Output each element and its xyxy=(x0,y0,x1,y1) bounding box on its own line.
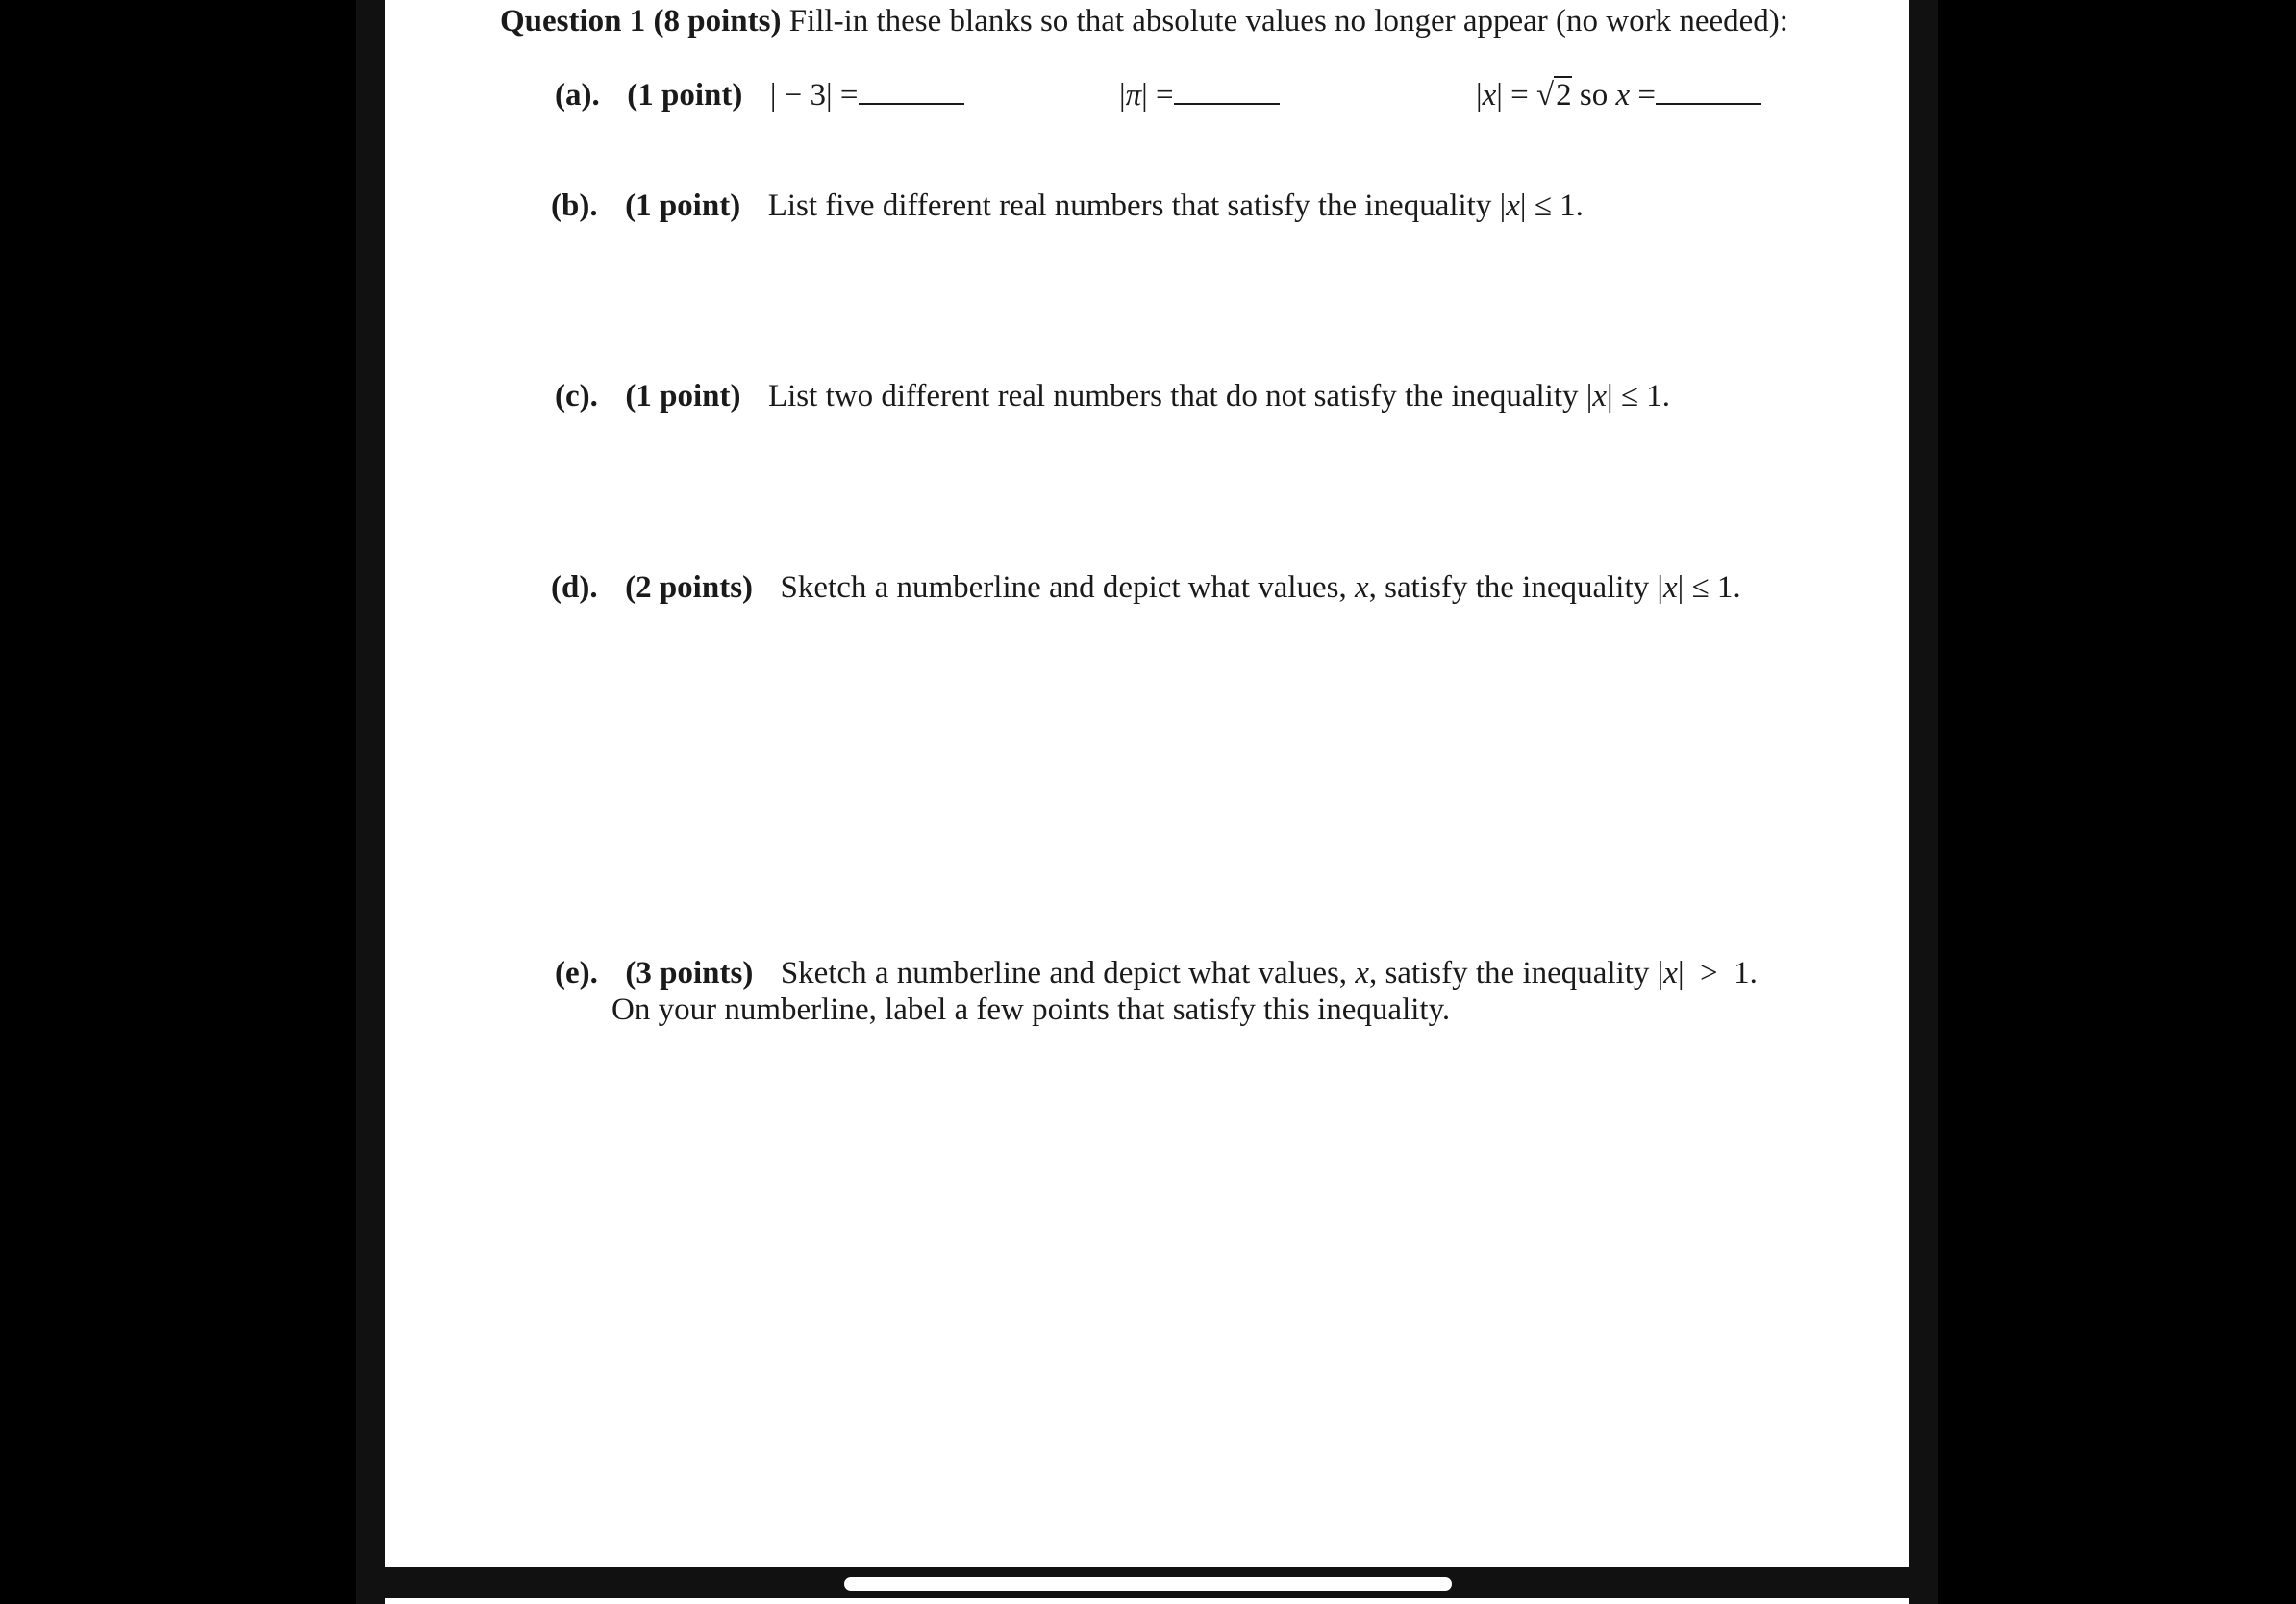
var-x: x xyxy=(1355,956,1369,990)
part-d-label: (d). xyxy=(551,570,598,605)
question-intro: Fill-in these blanks so that absolute values no longer appear (no work needed): xyxy=(788,4,1788,38)
var-x: x xyxy=(1355,570,1369,605)
part-e-line2: On your numberline, label a few points that satisfy this inequality. xyxy=(611,992,1451,1027)
ineq-rest: | ≤ 1. xyxy=(1519,188,1584,223)
part-d xyxy=(551,568,1741,607)
part-b-label: (b). xyxy=(551,188,598,223)
worksheet-page xyxy=(385,0,1909,1567)
part-c-label: (c). xyxy=(555,379,598,414)
part-e-text-post: , satisfy the inequality xyxy=(1368,956,1658,990)
part-d-points: (2 points) xyxy=(625,570,754,605)
part-c xyxy=(555,377,1670,415)
pi-symbol: π xyxy=(1125,78,1142,113)
part-e xyxy=(555,954,1758,992)
part-b-points: (1 point) xyxy=(625,188,741,223)
abs-bar: | xyxy=(1657,956,1664,990)
part-a-points: (1 point) xyxy=(627,78,743,113)
var-x: x xyxy=(1615,78,1631,113)
abs-bar: | xyxy=(1476,78,1483,113)
equals-sign: = xyxy=(1630,78,1656,113)
var-x: x xyxy=(1506,188,1520,223)
part-a-label: (a). xyxy=(555,78,600,113)
part-e-points: (3 points) xyxy=(625,956,754,990)
var-x: x xyxy=(1592,379,1608,414)
part-b xyxy=(551,187,1584,225)
var-x: x xyxy=(1663,956,1678,990)
question-header xyxy=(500,2,1788,40)
part-a-label-row xyxy=(555,76,964,114)
part-e-text-pre: Sketch a numberline and depict what values, xyxy=(780,956,1356,990)
part-a-blank-1[interactable] xyxy=(859,80,964,105)
home-indicator[interactable] xyxy=(844,1577,1452,1591)
part-a-blank-2[interactable] xyxy=(1174,80,1280,105)
part-a-blank-3[interactable] xyxy=(1656,80,1761,105)
var-x: x xyxy=(1662,570,1678,605)
ineq-rest: | ≤ 1. xyxy=(1607,379,1670,414)
page-bottom-edge xyxy=(385,1598,1909,1604)
question-title: Question 1 (8 points) xyxy=(500,4,782,38)
ineq-rest: | > 1. xyxy=(1677,956,1758,990)
var-x: x xyxy=(1482,78,1497,113)
sqrt-radicand: 2 xyxy=(1556,78,1572,113)
abs-bar: | xyxy=(1119,78,1126,113)
part-c-points: (1 point) xyxy=(625,379,741,414)
part-a-expr3-row xyxy=(1476,76,1761,114)
part-a-expr1: | − 3| = xyxy=(769,78,859,113)
part-c-text: List two different real numbers that do not satisfy the inequality xyxy=(767,379,1586,414)
part-b-text: List five different real numbers that satisfy the inequality xyxy=(767,188,1500,223)
abs-bar: | xyxy=(1657,570,1663,605)
part-e-label: (e). xyxy=(555,956,598,990)
part-d-text-post: , satisfy the inequality xyxy=(1368,570,1658,605)
part-d-text-pre: Sketch a numberline and depict what values, xyxy=(780,570,1356,605)
abs-eq-sqrt: | = √ xyxy=(1496,78,1555,113)
abs-close-eq: | = xyxy=(1141,78,1174,113)
abs-bar: | xyxy=(1499,188,1507,223)
ineq-rest: | ≤ 1. xyxy=(1677,570,1741,605)
part-a-expr2-row xyxy=(1119,76,1280,114)
so-word: so xyxy=(1571,78,1616,113)
abs-bar: | xyxy=(1585,379,1593,414)
